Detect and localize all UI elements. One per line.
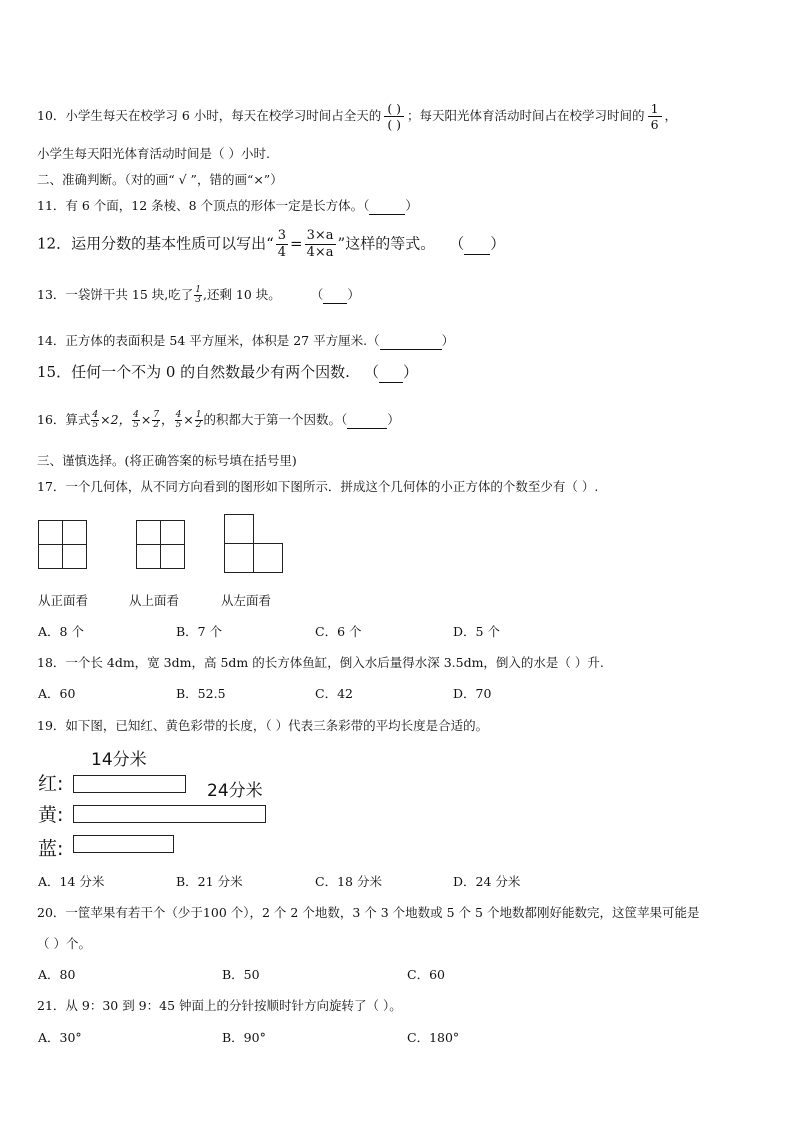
q16-text-a: 算式 — [65, 412, 91, 427]
q17-view-label-front: 从正面看 — [38, 593, 89, 608]
q15-number: 15． — [37, 363, 72, 381]
q16-t2-num: 4 — [133, 410, 139, 420]
section-2-heading: 二、准确判断。（对的画“ √ ”，错的画“×”） — [37, 172, 283, 187]
q10-text-c: ， — [664, 108, 678, 123]
q10-frac2-denominator: 6 — [650, 117, 659, 132]
question-17 — [37, 479, 598, 495]
question-21 — [37, 998, 402, 1014]
question-12 — [37, 228, 505, 261]
q19-label-red: 红: — [38, 773, 64, 795]
q10-line2: 小学生每天阳光体育活动时间是（ ）小时. — [37, 146, 270, 161]
q20-text: 一筐苹果有若干个（少于100 个），2 个 2 个地数，3 个 3 个地数或 5 个 5 个地数都刚好能数完，这筐苹果可能是 — [65, 905, 700, 920]
q14-text: 正方体的表面积是 54 平方厘米，体积是 27 平方厘米.（ — [65, 333, 380, 348]
grid-square — [136, 520, 161, 545]
q20-option-b[interactable]: B．50 — [222, 967, 260, 982]
q18-option-c[interactable]: C．42 — [315, 686, 353, 701]
q12-paren-open: （ — [449, 234, 465, 253]
q19-yellow-length-label: 24分米 — [207, 781, 263, 801]
q20-line2: （ ）个。 — [37, 936, 91, 951]
q18-text: 一个长 4dm，宽 3dm，高 5dm 的长方体鱼缸，倒入水后量得水深 3.5dm，倒入的水是（ ）升. — [65, 655, 604, 670]
q19-red-ribbon — [73, 775, 186, 793]
q10-frac-denominator: ( ) — [387, 117, 402, 132]
q13-paren-open: （ — [310, 287, 324, 302]
q17-left-view-figure — [224, 514, 284, 574]
q19-label-yellow: 黄: — [38, 804, 64, 826]
q13-fraction — [194, 286, 202, 305]
q16-term4-fraction — [175, 411, 183, 430]
q12-f1-num: 3 — [277, 228, 287, 243]
q19-option-a[interactable]: A．14 分米 — [38, 874, 105, 889]
grid-square — [224, 543, 254, 573]
q16-answer-blank[interactable] — [347, 412, 387, 429]
q11-answer-blank[interactable] — [369, 198, 405, 215]
q17-number: 17． — [37, 479, 66, 494]
grid-square — [253, 543, 283, 573]
q12-paren-close: ） — [490, 234, 506, 253]
q16-t3-num: 7 — [153, 410, 160, 420]
q12-text-a: 运用分数的基本性质可以写出“ — [71, 234, 274, 253]
q16-text-b: 的积都大于第一个因数。（ — [203, 412, 348, 427]
q13-text-b: ,还剩 10 块。 — [202, 287, 281, 302]
q18-option-a[interactable]: A．60 — [38, 686, 76, 701]
q11-paren-close: ） — [405, 198, 418, 213]
question-10 — [37, 101, 677, 132]
q16-paren-close: ） — [387, 412, 400, 427]
q21-option-b[interactable]: B．90° — [222, 1030, 266, 1045]
q21-option-a[interactable]: A．30° — [38, 1030, 82, 1045]
q12-f2-den: 4×a — [306, 245, 334, 260]
q10-frac-numerator: ( ) — [384, 101, 404, 117]
q16-times-2: × — [183, 412, 194, 427]
q16-term2-fraction — [132, 411, 140, 430]
q15-text: 任何一个不为 0 的自然数最少有两个因数. — [71, 363, 350, 381]
q10-blank-fraction — [384, 101, 404, 132]
q17-front-view-figure — [38, 520, 86, 568]
q20-number: 20． — [37, 905, 66, 920]
q10-frac2-numerator: 1 — [648, 101, 662, 117]
q18-option-d[interactable]: D．70 — [453, 686, 492, 701]
q16-t3-den: 2 — [153, 420, 160, 430]
q16-times-1: × — [140, 412, 152, 427]
grid-square — [160, 544, 185, 569]
q11-number: 11． — [37, 198, 66, 213]
q17-option-c[interactable]: C．6 个 — [315, 624, 362, 639]
q12-f2-num: 3×a — [306, 228, 334, 243]
grid-square — [38, 544, 63, 569]
grid-square — [136, 544, 161, 569]
q14-number: 14． — [37, 333, 66, 348]
q13-text-a: 一袋饼干共 15 块,吃了 — [65, 287, 194, 302]
q16-term3-fraction — [152, 411, 160, 430]
q12-fraction-left — [276, 228, 288, 261]
q17-text: 一个几何体，从不同方向看到的图形如下图所示．拼成这个几何体的小正方体的个数至少有（ ）. — [65, 479, 599, 494]
q19-label-blue: 蓝: — [38, 838, 64, 860]
q12-fraction-right — [305, 228, 336, 261]
q19-yellow-ribbon — [73, 805, 266, 823]
q10-text-a: 小学生每天在校学习 6 小时，每天在校学习时间占全天的 — [65, 108, 382, 123]
grid-square — [62, 520, 87, 545]
q16-t2-den: 5 — [133, 420, 139, 430]
q16-t4-num: 4 — [175, 410, 182, 420]
q18-number: 18． — [37, 655, 66, 670]
q16-t4-den: 5 — [175, 420, 182, 430]
question-18 — [37, 655, 604, 671]
q16-term1-fraction — [91, 411, 99, 430]
q10-number: 10． — [37, 108, 66, 123]
question-13 — [37, 286, 360, 305]
q16-term5-fraction — [195, 411, 203, 430]
q16-t1-den: 5 — [92, 420, 99, 430]
q17-option-b[interactable]: B．7 个 — [176, 624, 223, 639]
question-14 — [37, 333, 454, 350]
q20-option-a[interactable]: A．80 — [38, 967, 76, 982]
q20-option-c[interactable]: C．60 — [407, 967, 445, 982]
q12-text-b: ”这样的等式。 — [337, 234, 436, 253]
q17-option-d[interactable]: D．5 个 — [453, 624, 500, 639]
q13-paren-close: ） — [347, 287, 360, 302]
q10-fraction-one-sixth — [648, 101, 662, 132]
q19-option-d[interactable]: D．24 分米 — [453, 874, 521, 889]
q19-option-c[interactable]: C．18 分米 — [315, 874, 382, 889]
q15-paren-open: （ — [363, 363, 379, 381]
q12-equals: = — [290, 234, 303, 253]
q11-text: 有 6 个面，12 条棱、8 个顶点的形体一定是长方体。（ — [65, 198, 370, 213]
question-16 — [37, 411, 400, 430]
q18-option-b[interactable]: B．52.5 — [176, 686, 226, 701]
q13-frac-num: 1 — [195, 285, 201, 295]
q13-answer-blank[interactable] — [323, 287, 347, 304]
q13-number: 13． — [37, 287, 66, 302]
question-11 — [37, 198, 418, 215]
q21-option-c[interactable]: C．180° — [407, 1030, 460, 1045]
q14-paren-close: ） — [441, 333, 455, 348]
q15-answer-blank[interactable] — [379, 362, 403, 383]
q10-text-b: ；每天阳光体育活动时间占在校学习时间的 — [407, 108, 645, 123]
question-15 — [37, 362, 418, 383]
q17-view-label-left: 从左面看 — [221, 593, 272, 608]
q19-blue-ribbon — [73, 835, 174, 853]
q16-comma: ， — [161, 412, 174, 427]
section-3-heading: 三、谨慎选择。(将正确答案的标号填在括号里) — [37, 453, 297, 468]
q21-text: 从 9：30 到 9：45 钟面上的分针按顺时针方向旋转了（ ）。 — [65, 998, 402, 1013]
q16-number: 16． — [37, 412, 66, 427]
q17-top-view-figure — [136, 520, 184, 568]
q17-option-a[interactable]: A．8 个 — [38, 624, 84, 639]
q12-answer-blank[interactable] — [464, 234, 490, 255]
q21-number: 21． — [37, 998, 66, 1013]
q12-number: 12． — [37, 234, 72, 253]
question-20 — [37, 905, 699, 921]
q12-f1-den: 4 — [277, 245, 287, 260]
grid-square — [38, 520, 63, 545]
q19-red-length-label: 14分米 — [91, 750, 147, 770]
q16-t5-num: 1 — [195, 410, 202, 420]
q14-answer-blank[interactable] — [380, 333, 442, 350]
q16-t1-rest: ×2， — [100, 412, 132, 427]
q13-frac-den: 3 — [195, 295, 201, 305]
q16-t5-den: 2 — [195, 420, 202, 430]
q19-number: 19． — [37, 718, 66, 733]
grid-square — [224, 514, 254, 544]
grid-square — [160, 520, 185, 545]
q16-t1-num: 4 — [92, 410, 99, 420]
q15-paren-close: ） — [402, 363, 418, 381]
q17-view-label-top: 从上面看 — [129, 593, 180, 608]
q19-text: 如下图，已知红、黄色彩带的长度，（ ）代表三条彩带的平均长度是合适的。 — [65, 718, 489, 733]
grid-square — [62, 544, 87, 569]
q19-option-b[interactable]: B．21 分米 — [176, 874, 243, 889]
question-19 — [37, 718, 488, 734]
